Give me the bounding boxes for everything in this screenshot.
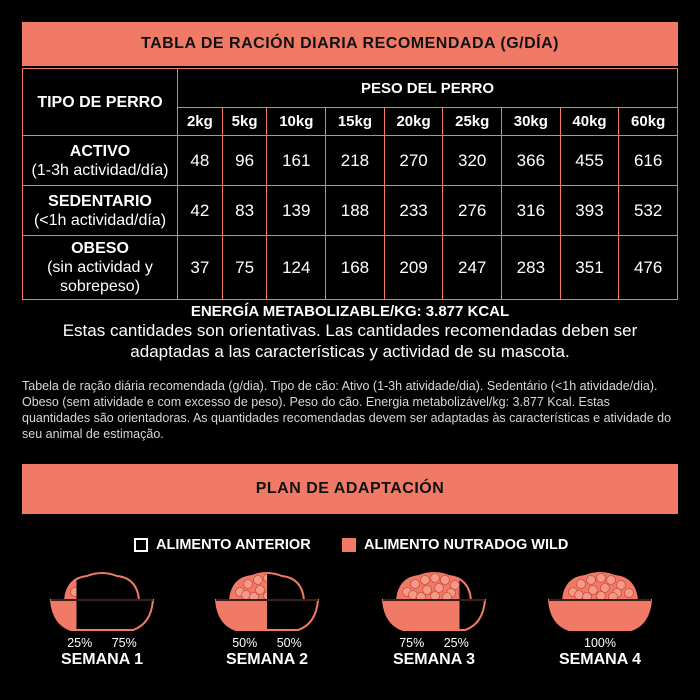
legend-previous	[134, 537, 311, 553]
week-label: SEMANA 4	[558, 651, 642, 668]
week-label: SEMANA 1	[60, 651, 144, 668]
ration-cell: 42	[178, 186, 223, 236]
ration-cell: 270	[384, 136, 443, 186]
ration-cell: 37	[178, 236, 223, 300]
weight-col: 2kg	[178, 108, 223, 136]
dog-type-desc: (1-3h actividad/día)	[31, 161, 169, 179]
ration-title: TABLA DE RACIÓN DIARIA RECOMENDADA (G/DÍA)	[140, 35, 559, 52]
ration-cell: 283	[502, 236, 561, 300]
new-pct: 50%	[232, 636, 258, 650]
ration-cell: 393	[560, 186, 619, 236]
week-4	[545, 566, 655, 669]
ration-cell: 616	[619, 136, 678, 186]
previous-swatch	[134, 538, 148, 552]
new-pct: 100%	[584, 636, 616, 650]
ration-cell: 96	[222, 136, 267, 186]
new-pct: 75%	[399, 636, 425, 650]
ration-cell: 139	[267, 186, 326, 236]
weight-col: 10kg	[267, 108, 326, 136]
bowl-icon	[47, 566, 157, 634]
col-type-header: TIPO DE PERRO	[23, 69, 178, 136]
ration-cell: 351	[560, 236, 619, 300]
legend-new	[342, 537, 568, 553]
row-label	[23, 186, 178, 236]
week-percentages	[545, 636, 655, 650]
ration-cell: 209	[384, 236, 443, 300]
ration-cell: 83	[222, 186, 267, 236]
dog-type: SEDENTARIO	[48, 192, 152, 210]
plan-title: PLAN DE ADAPTACIÓN	[255, 480, 445, 497]
table-row-sedentario	[23, 186, 678, 236]
ration-title-banner	[22, 22, 678, 66]
week-percentages	[379, 636, 489, 650]
new-swatch	[342, 538, 356, 552]
dog-type: ACTIVO	[69, 142, 131, 160]
row-label	[23, 236, 178, 300]
legend-new-label: ALIMENTO NUTRADOG WILD	[364, 537, 569, 553]
weight-col: 30kg	[502, 108, 561, 136]
weight-col: 5kg	[222, 108, 267, 136]
bowl-icon	[545, 566, 655, 634]
portuguese-note: Tabela de ração diária recomendada (g/dia). Tipo de cão: Ativo (1-3h atividade/dia). Sedentário (<1h atividade/dia). Obeso (sem atividade e com excesso de peso). Peso do cão. Energia metabolizável/kg: 3.877 Kcal. Estas quantidades são orientadoras. As quantidades recomendadas devem ser adaptadas às características e atividade do seu animal de estimação.	[22, 379, 672, 441]
bowl-icon	[379, 566, 489, 634]
week-1	[47, 566, 157, 669]
old-pct: 50%	[276, 636, 302, 650]
week-label: SEMANA 3	[392, 651, 476, 668]
col-weight-header: PESO DEL PERRO	[178, 69, 678, 108]
ration-cell: 366	[502, 136, 561, 186]
ration-cell: 320	[443, 136, 502, 186]
dog-type-desc: (<1h actividad/día)	[33, 211, 167, 229]
week-2	[212, 566, 322, 669]
ration-cell: 75	[222, 236, 267, 300]
weight-col: 25kg	[443, 108, 502, 136]
ration-cell: 276	[443, 186, 502, 236]
plan-title-banner	[22, 464, 678, 514]
weight-col: 60kg	[619, 108, 678, 136]
weight-col: 20kg	[384, 108, 443, 136]
ration-cell: 455	[560, 136, 619, 186]
weight-col: 40kg	[560, 108, 619, 136]
energy-value: ENERGÍA METABOLIZABLE/KG: 3.877 KCAL	[190, 303, 510, 320]
orientation-note: Estas cantidades son orientativas. Las cantidades recomendadas deben ser adaptadas a las características y actividad de su mascota.	[62, 321, 638, 361]
ration-cell: 247	[443, 236, 502, 300]
new-pct: 25%	[67, 636, 93, 650]
week-label: SEMANA 2	[225, 651, 309, 668]
table-row-obeso	[23, 236, 678, 300]
ration-cell: 48	[178, 136, 223, 186]
ration-cell: 188	[326, 186, 385, 236]
weight-col: 15kg	[326, 108, 385, 136]
week-percentages	[47, 636, 157, 650]
row-label	[23, 136, 178, 186]
ration-cell: 168	[326, 236, 385, 300]
bowl-icon	[212, 566, 322, 634]
ration-cell: 233	[384, 186, 443, 236]
week-percentages	[212, 636, 322, 650]
ration-cell: 476	[619, 236, 678, 300]
legend-previous-label: ALIMENTO ANTERIOR	[156, 537, 311, 553]
ration-table	[22, 68, 678, 300]
table-row-activo	[23, 136, 678, 186]
ration-cell: 532	[619, 186, 678, 236]
old-pct: 75%	[111, 636, 137, 650]
ration-cell: 218	[326, 136, 385, 186]
old-pct: 25%	[443, 636, 469, 650]
table-header-row	[23, 69, 678, 108]
ration-cell: 316	[502, 186, 561, 236]
dog-type-desc: (sin actividad y sobrepeso)	[47, 259, 153, 295]
dog-type: OBESO	[71, 240, 129, 257]
ration-cell: 124	[267, 236, 326, 300]
energy-section	[22, 303, 678, 362]
ration-cell: 161	[267, 136, 326, 186]
week-3	[379, 566, 489, 669]
